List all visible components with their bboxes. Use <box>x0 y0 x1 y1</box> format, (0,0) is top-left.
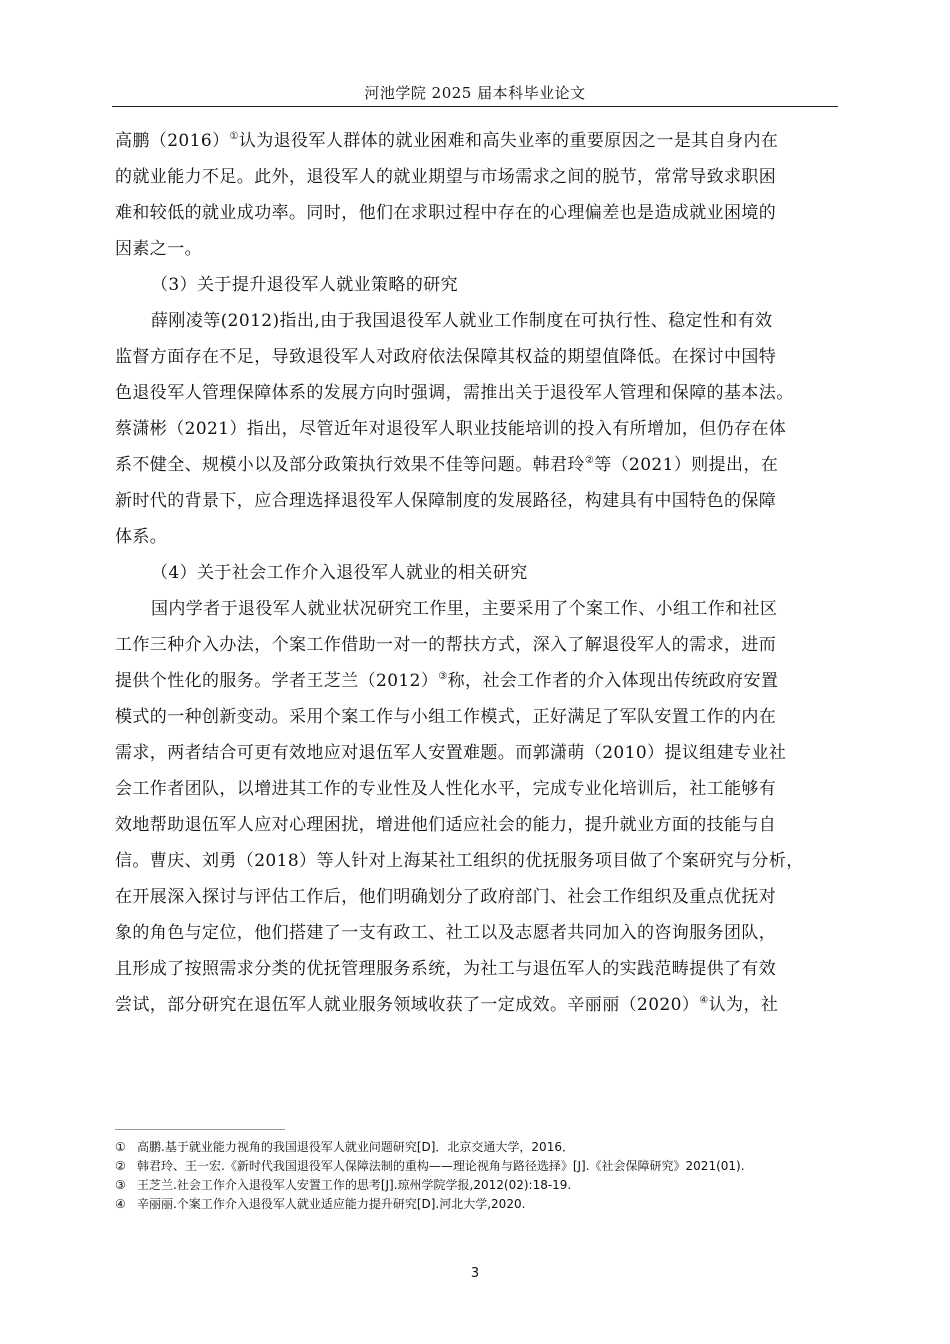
header-rule <box>112 106 838 107</box>
footnote-ref[interactable]: ③ <box>438 671 448 682</box>
footnote-mark: ③ <box>115 1178 126 1192</box>
text-line: 会工作者团队，以增进其工作的专业性及人性化水平，完成专业化培训后，社工能够有 <box>115 779 777 799</box>
text-line: 监督方面存在不足，导致退役军人对政府依法保障其权益的期望值降低。在探讨中国特 <box>115 347 777 367</box>
footnote <box>115 1138 845 1157</box>
footnote-mark: ① <box>115 1140 126 1154</box>
text-line: 体系。 <box>115 527 168 547</box>
text-line: 蔡潇彬（2021）指出，尽管近年对退役军人职业技能培训的投入有所增加，但仍存在体 <box>115 419 787 439</box>
footnote-text: 韩君玲、王一宏.《新时代我国退役军人保障法制的重构——理论视角与路径选择》[J].《社会保障研究》2021(01). <box>137 1159 745 1173</box>
text-line: 难和较低的就业成功率。同时，他们在求职过程中存在的心理偏差也是造成就业困境的 <box>115 203 777 223</box>
footnote-ref[interactable]: ④ <box>699 995 709 1006</box>
text-line: 新时代的背景下，应合理选择退役军人保障制度的发展路径，构建具有中国特色的保障 <box>115 491 777 511</box>
footnote-mark: ④ <box>115 1197 126 1211</box>
text-line: 的就业能力不足。此外，退役军人的就业期望与市场需求之间的脱节，常常导致求职困 <box>115 167 777 187</box>
text-line: 信。曹庆、刘勇（2018）等人针对上海某社工组织的优抚服务项目做了个案研究与分析， <box>115 851 804 871</box>
text-line: 薛刚凌等(2012)指出,由于我国退役军人就业工作制度在可执行性、稳定性和有效 <box>151 311 773 331</box>
footnote-ref[interactable]: ① <box>229 131 239 142</box>
footnote <box>115 1195 845 1214</box>
section-heading: （4）关于社会工作介入退役军人就业的相关研究 <box>151 563 528 583</box>
footnote <box>115 1176 845 1195</box>
footnote-separator <box>115 1129 285 1130</box>
footnotes <box>115 1138 845 1214</box>
text-line: 象的角色与定位，他们搭建了一支有政工、社工以及志愿者共同加入的咨询服务团队， <box>115 923 777 943</box>
text-line: 色退役军人管理保障体系的发展方向时强调，需推出关于退役军人管理和保障的基本法。 <box>115 383 794 403</box>
footnote-ref[interactable]: ② <box>584 455 595 466</box>
footnote-text: 辛丽丽.个案工作介入退役军人就业适应能力提升研究[D].河北大学,2020. <box>137 1197 526 1211</box>
text-line: 系不健全、规模小以及部分政策执行效果不佳等问题。韩君玲②等（2021）则提出，在 <box>115 455 779 475</box>
text-line: 模式的一种创新变动。采用个案工作与小组工作模式，正好满足了军队安置工作的内在 <box>115 707 777 727</box>
text-line: 因素之一。 <box>115 239 202 259</box>
footnote-mark: ② <box>115 1159 126 1173</box>
footnote <box>115 1157 845 1176</box>
text-line: 工作三种介入办法，个案工作借助一对一的帮扶方式，深入了解退役军人的需求，进而 <box>115 635 777 655</box>
text-line: 需求，两者结合可更有效地应对退伍军人安置难题。而郭潇萌（2010）提议组建专业社 <box>115 743 787 763</box>
text-line: 在开展深入探讨与评估工作后，他们明确划分了政府部门、社会工作组织及重点优抚对 <box>115 887 777 907</box>
page-number: 3 <box>470 1266 480 1281</box>
footnote-text: 王芝兰.社会工作介入退役军人安置工作的思考[J].琼州学院学报,2012(02):18-19. <box>137 1178 572 1192</box>
text-line: 国内学者于退役军人就业状况研究工作里，主要采用了个案工作、小组工作和社区 <box>151 599 778 619</box>
text-line: 高鹏（2016）①认为退役军人群体的就业困难和高失业率的重要原因之一是其自身内在 <box>115 131 779 151</box>
text-line: 提供个性化的服务。学者王芝兰（2012）③称，社会工作者的介入体现出传统政府安置 <box>115 671 779 691</box>
text-line: 尝试，部分研究在退伍军人就业服务领域收获了一定成效。辛丽丽（2020）④认为，社 <box>115 995 779 1015</box>
footnote-text: 高鹏.基于就业能力视角的我国退役军人就业问题研究[D]．北京交通大学，2016． <box>137 1140 574 1154</box>
text-line: 效地帮助退伍军人应对心理困扰，增进他们适应社会的能力，提升就业方面的技能与自 <box>115 815 777 835</box>
running-header: 河池学院 2025 届本科毕业论文 <box>364 84 586 102</box>
text-line: 且形成了按照需求分类的优抚管理服务系统，为社工与退伍军人的实践范畴提供了有效 <box>115 959 777 979</box>
section-heading: （3）关于提升退役军人就业策略的研究 <box>151 275 459 295</box>
body-text <box>115 123 837 1023</box>
